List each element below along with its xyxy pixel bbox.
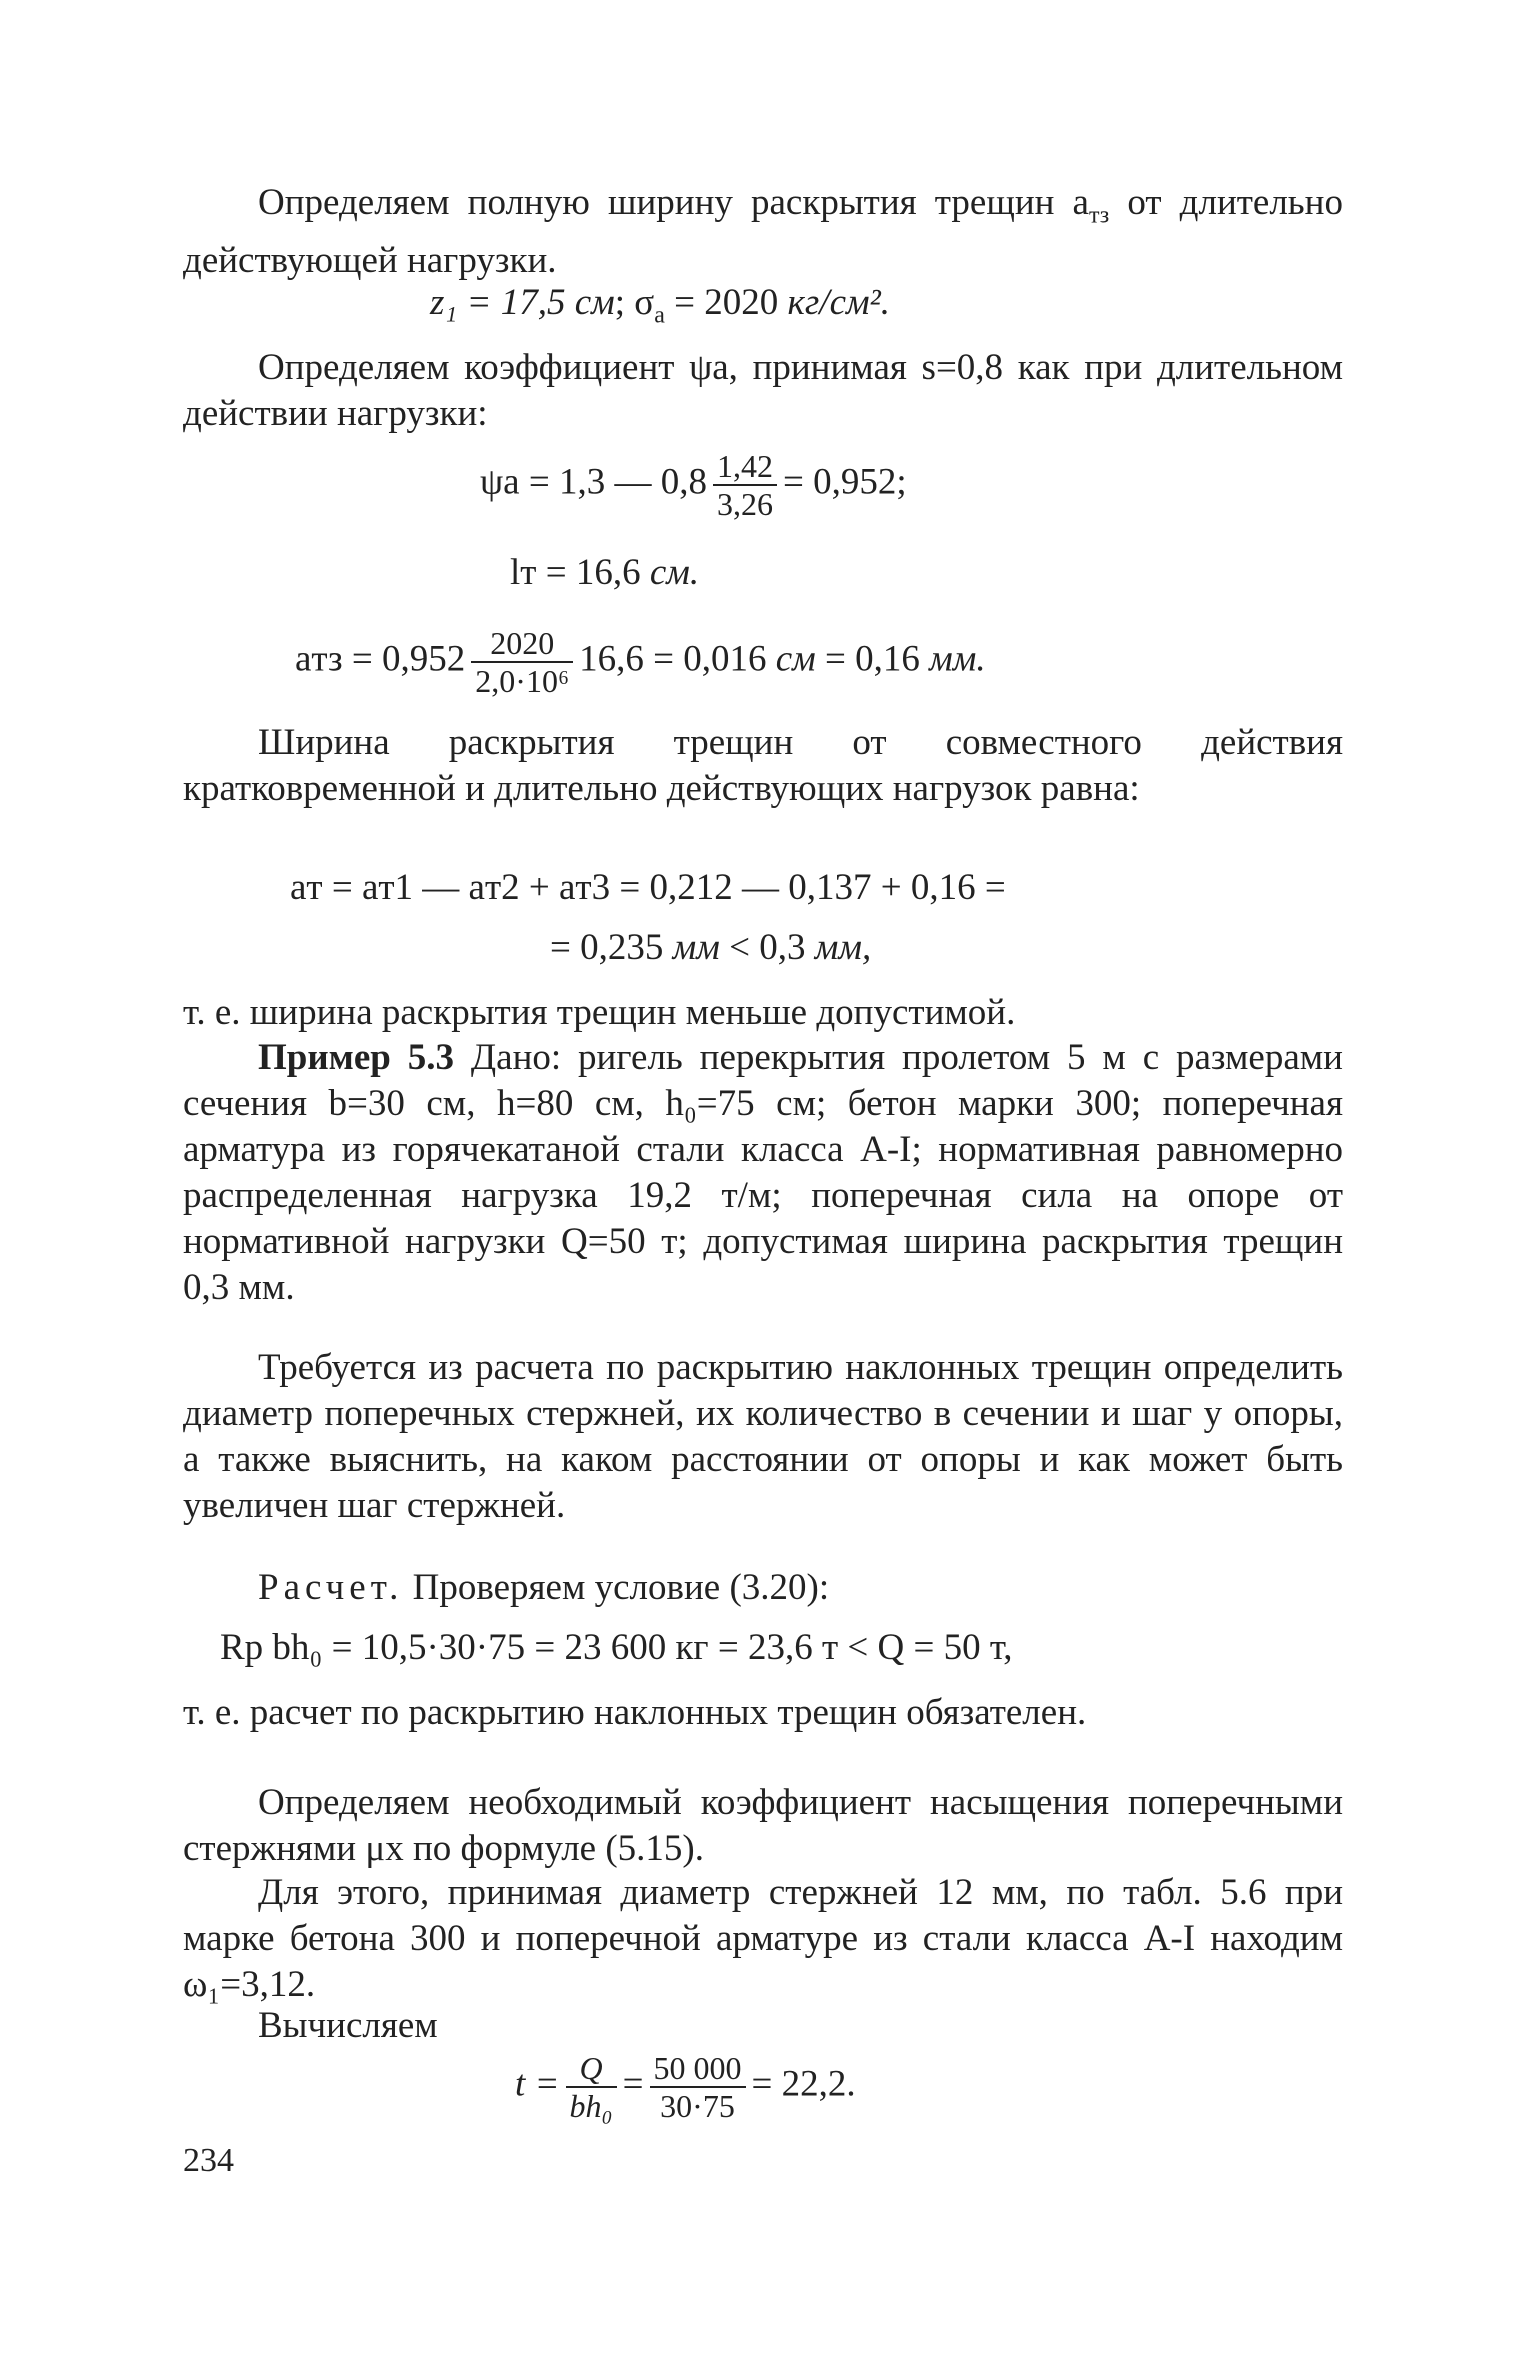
- formula-at-sum: aт = aт1 — aт2 + aт3 = 0,212 — 0,137 + 0,16 =: [290, 867, 1006, 908]
- paragraph-example-5-3: Пример 5.3 Дано: ригель перекрытия пролетом 5 м с размерами сечения b=30 см, h=80 см, h₀=75 см; бетон марки 300; поперечная арматура из горячекатаной стали класса А-I; нормативная равномерно распределенная нагрузка 19,2 т/м; поперечная сила на опоре от нормативной нагрузки Q=50 т; допустимая ширина раскрытия трещин 0,3 мм.: [183, 1037, 1343, 1308]
- paragraph-table-lookup: Для этого, принимая диаметр стержней 12 мм, по табл. 5.6 при марке бетона 300 и поперечной арматуре из стали класса А-I находим ω₁=3,12.: [183, 1872, 1343, 2005]
- formula-z1-sigma: z₁ = 17,5 см; $\sigma_а = 2020$ кг/см².: [430, 282, 890, 329]
- paragraph-conclusion: т. е. ширина раскрытия трещин меньше допустимой.: [183, 992, 1016, 1033]
- paragraph-mandatory: т. е. расчет по раскрытию наклонных трещин обязателен.: [183, 1692, 1087, 1733]
- formula-t: t = $\frac{Q}{\text{bh₀}}$ = $\frac{50 000}{30\cdot 75}$ = 22,2.: [515, 2050, 856, 2124]
- formula-lt: lт = 16,6 см.: [510, 552, 700, 593]
- paragraph-combined-width: Ширина раскрытия трещин от совместного действия кратковременной и длительно действующих нагрузок равна:: [183, 722, 1343, 809]
- paragraph-saturation-coefficient: Определяем необходимый коэффициент насыщения поперечными стержнями μx по формуле (5.15).: [183, 1782, 1343, 1869]
- page-number: 234: [183, 2142, 234, 2179]
- paragraph-calculation: Расчет. Проверяем условие (3.20):: [258, 1567, 830, 1608]
- formula-rp-bh0: Rр bh₀ = 10,5·30·75 = 23 600 кг = 23,6 т < Q = 50 т,: [220, 1627, 1013, 1668]
- formula-psi-a: ψа = 1,3 — 0,8 $\frac{1,42}{3,26}$ = 0,952;: [480, 448, 907, 522]
- paragraph-compute: Вычисляем: [258, 2005, 438, 2046]
- formula-at-result: = 0,235 мм < 0,3 мм,: [550, 927, 872, 968]
- paragraph-requirement: Требуется из расчета по раскрытию наклонных трещин определить диаметр поперечных стержней, их количество в сечении и шаг у опоры, а также выяснить, на каком расстоянии от опоры и как может быть увеличен шаг стержней.: [183, 1347, 1343, 1526]
- paragraph-psi-coefficient: Определяем коэффициент ψa, принимая s=0,8 как при длительном действии нагрузки:: [183, 347, 1343, 434]
- paragraph-crack-width-long: Определяем полную ширину раскрытия трещин $a_{тз}$ от длительно действующей нагрузки.: [183, 182, 1343, 282]
- formula-atz: aтз = 0,952 $\frac{2020}{\text{2,0·10⁶}}$ 16,6 = 0,016 см = 0,16 мм.: [295, 625, 986, 699]
